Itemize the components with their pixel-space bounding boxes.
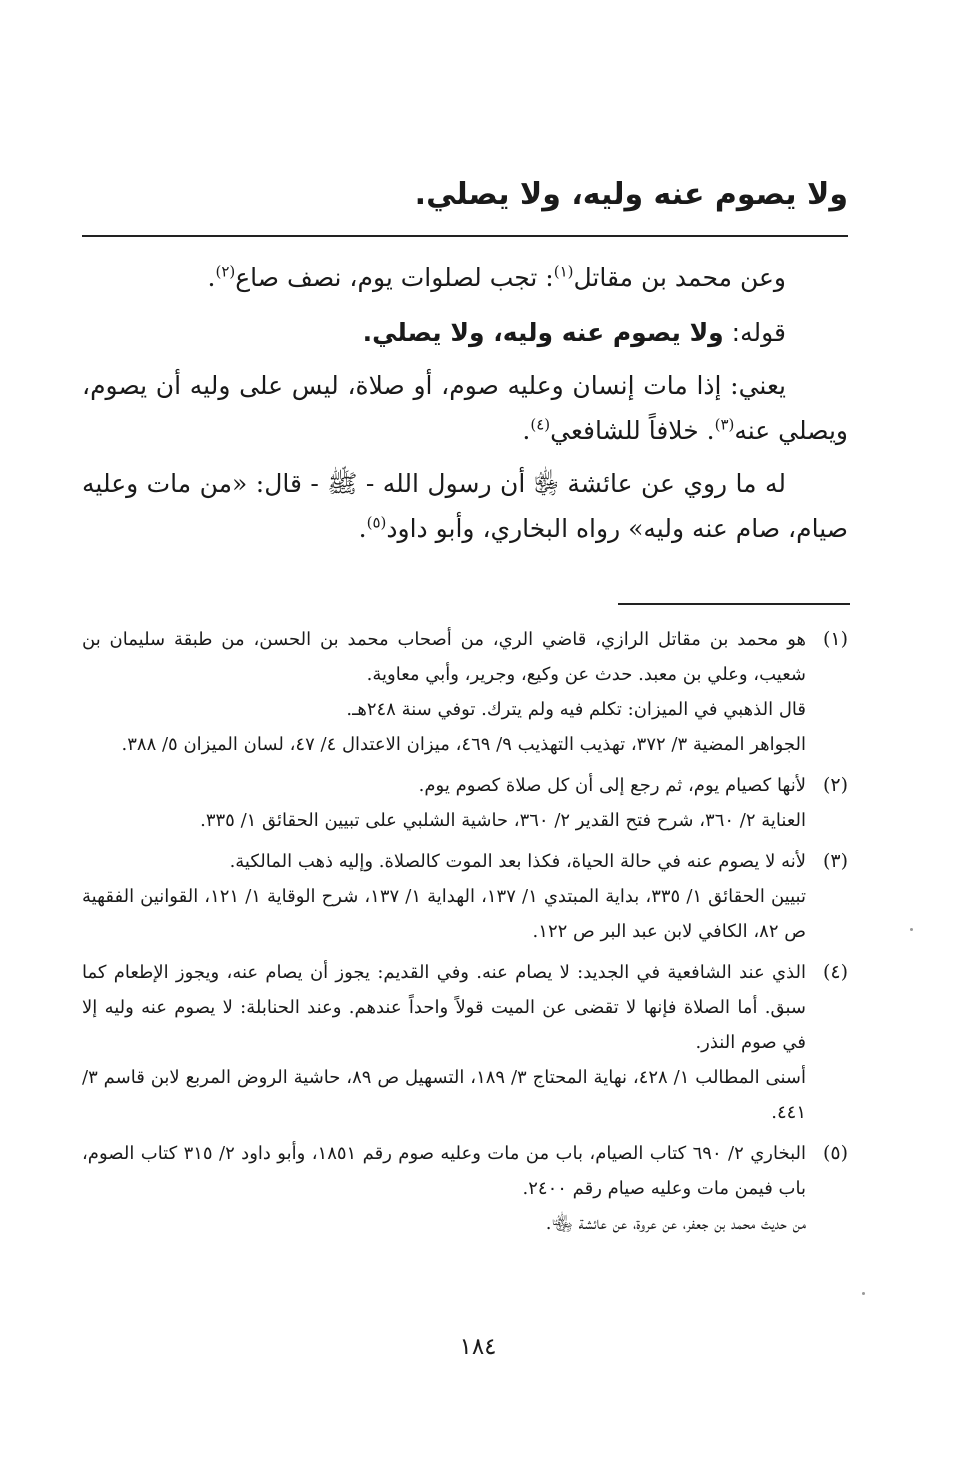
footnote-ref-5[interactable]: (٥)	[366, 513, 387, 532]
scan-speck	[910, 928, 913, 931]
footnotes	[82, 622, 848, 1247]
footnote-number: (٣)	[822, 850, 848, 872]
paragraph-1-text: وعن محمد بن مقاتل	[573, 263, 786, 292]
footnote-line: الجواهر المضية ٣/ ٣٧٢، تهذيب التهذيب ٩/ ٤٦٩، ميزان الاعتدال ٤/ ٤٧، لسان الميزان ٥/ ٣٨٨.	[121, 734, 806, 755]
header-divider	[82, 235, 848, 237]
paragraph-2-bold-quote: ولا يصوم عنه وليه، ولا يصلي.	[362, 318, 724, 347]
footnote-ref-1[interactable]: (١)	[553, 262, 574, 281]
paragraph-1-text-2: : تجب لصلوات يوم، نصف صاع	[235, 263, 554, 292]
footnote-body	[82, 955, 806, 1130]
page-number: ١٨٤	[459, 1334, 497, 1360]
footnote-number: (٤)	[822, 961, 848, 983]
footnote-body	[82, 768, 806, 838]
footnote-2	[82, 768, 848, 838]
paragraph-2	[82, 310, 848, 355]
footnote-line: لأنها كصيام يوم، ثم رجع إلى أن كل صلاة كصوم يوم.	[418, 775, 806, 796]
footnote-ref-2[interactable]: (٢)	[215, 262, 236, 281]
footnote-number: (٢)	[822, 774, 848, 796]
footnote-number: (١)	[822, 628, 848, 650]
footnote-ref-3[interactable]: (٣)	[714, 415, 735, 434]
paragraph-3-text-2: . خلافاً للشافعي	[550, 416, 715, 445]
paragraph-3	[82, 363, 848, 453]
footnote-number: (٥)	[822, 1142, 848, 1164]
footnote-5	[82, 1136, 848, 1241]
footnote-line: البخاري ٢/ ٦٩٠ كتاب الصيام، باب من مات وعليه صوم رقم ١٨٥١، وأبو داود ٢/ ٣١٥ كتاب الصوم، باب فيمن مات وعليه صيام رقم ٢٤٠٠.	[82, 1143, 806, 1199]
paragraph-3-text: يعني: إذا مات إنسان وعليه صوم، أو صلاة، ليس على وليه أن يصوم، ويصلي عنه	[82, 371, 848, 445]
running-header-title: ولا يصوم عنه وليه، ولا يصلي.	[414, 177, 848, 212]
paragraph-1-end: .	[207, 263, 216, 292]
footnote-line: لأنه لا يصوم عنه في حالة الحياة، فكذا بعد الموت كالصلاة. وإليه ذهب المالكية.	[229, 851, 806, 872]
footnote-line: أسنى المطالب ١/ ٤٢٨، نهاية المحتاج ٣/ ١٨٩، التسهيل ص ٨٩، حاشية الروض المربع لابن قاسم ٣/ ٤٤١.	[82, 1067, 806, 1123]
footnote-line: العناية ٢/ ٣٦٠، شرح فتح القدير ٢/ ٣٦٠، حاشية الشلبي على تبيين الحقائق ١/ ٣٣٥.	[200, 810, 806, 831]
paragraph-1	[82, 255, 848, 300]
footnote-1	[82, 622, 848, 762]
paragraph-4-text: له ما روي عن عائشة ﵂ أن رسول الله - ﷺ - قال: «من مات وعليه صيام، صام عنه وليه» رواه البخاري، وأبو داود	[82, 469, 848, 543]
scan-speck	[862, 1292, 865, 1295]
footnote-4	[82, 955, 848, 1130]
footnote-line: الذي عند الشافعية في الجديد: لا يصام عنه. وفي القديم: يجوز أن يصام عنه، ويجوز الإطعام كما سبق. أما الصلاة فإنها لا تقضى عن الميت قولاً واحداً عندهم. وعند الحنابلة: لا يصوم عنه وليه إلا في صوم النذر.	[82, 962, 806, 1053]
footnote-line: قال الذهبي في الميزان: تكلم فيه ولم يترك. توفي سنة ٢٤٨هـ.	[346, 699, 806, 720]
paragraph-3-end: .	[522, 416, 531, 445]
footnote-line: من حديث محمد بن جعفر، عن عروة، عن عائشة ﵄.	[545, 1213, 806, 1234]
footnote-body	[82, 844, 806, 949]
footnote-ref-4[interactable]: (٤)	[530, 415, 551, 434]
main-text	[82, 255, 848, 551]
paragraph-4-end: .	[358, 514, 367, 543]
footnote-line: هو محمد بن مقاتل الرازي، قاضي الري، من أصحاب محمد بن الحسن، من طبقة سليمان بن شعيب، وعلي بن معبد. حدث عن وكيع، وجرير، وأبي معاوية.	[82, 629, 806, 685]
footnote-body	[82, 622, 806, 762]
footnote-body	[82, 1136, 806, 1241]
paragraph-2-lead: قوله:	[723, 318, 786, 347]
paragraph-4	[82, 461, 848, 551]
footnote-line: تبيين الحقائق ١/ ٣٣٥، بداية المبتدي ١/ ١٣٧، الهداية ١/ ١٣٧، شرح الوقاية ١/ ١٢١، القوانين الفقهية ص ٨٢، الكافي لابن عبد البر ص ١٢٢.	[82, 886, 806, 942]
footnote-divider	[618, 603, 850, 605]
footnote-3	[82, 844, 848, 949]
